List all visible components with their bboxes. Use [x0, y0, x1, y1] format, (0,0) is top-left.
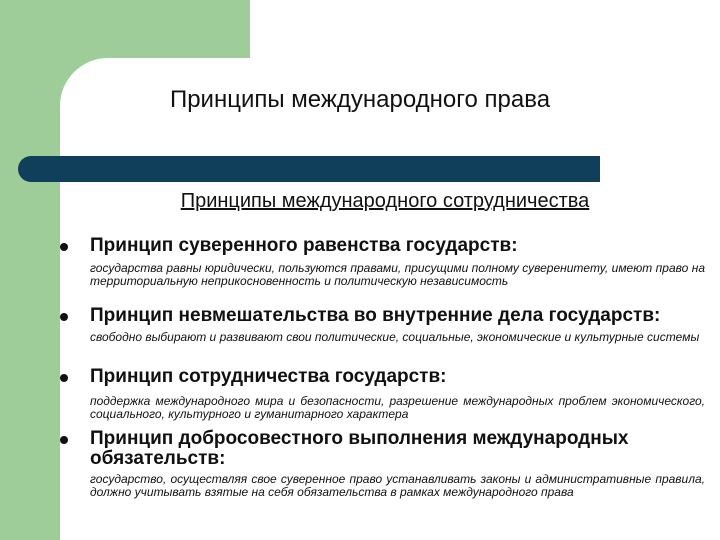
- bullet-icon: [60, 436, 68, 444]
- principle-heading: Принцип невмешательства во внутренние дела государств:: [90, 305, 661, 326]
- principle-description: поддержка международного мира и безопасности, разрешение международных проблем экономического, социального, культурного и гуманитарного характера: [90, 394, 705, 421]
- principle-heading: Принцип добросовестного выполнения международных обязательств:: [90, 428, 629, 469]
- slide-title: Принципы международного права: [169, 86, 551, 113]
- bullet-icon: [60, 243, 68, 251]
- principle-description: государство, осуществляя свое суверенное право устанавливать законы и административные правила, должно учитывать взятые на себя обязательства в рамках международного права: [90, 472, 705, 499]
- principle-heading: Принцип сотрудничества государств:: [90, 366, 447, 387]
- principle-heading: Принцип суверенного равенства государств:: [90, 235, 518, 256]
- bullet-icon: [60, 374, 68, 382]
- title-divider-bar: [18, 156, 600, 182]
- principle-description: свободно выбирают и развивают свои политические, социальные, экономические и культурные системы: [90, 330, 700, 344]
- bullet-icon: [60, 313, 68, 321]
- principle-description: государства равны юридически, пользуются правами, присущими полному суверенитету, имеют право на территориальную неприкосновенность и политическую независимость: [90, 261, 705, 288]
- slide-subtitle: Принципы международного сотрудничества: [180, 190, 590, 212]
